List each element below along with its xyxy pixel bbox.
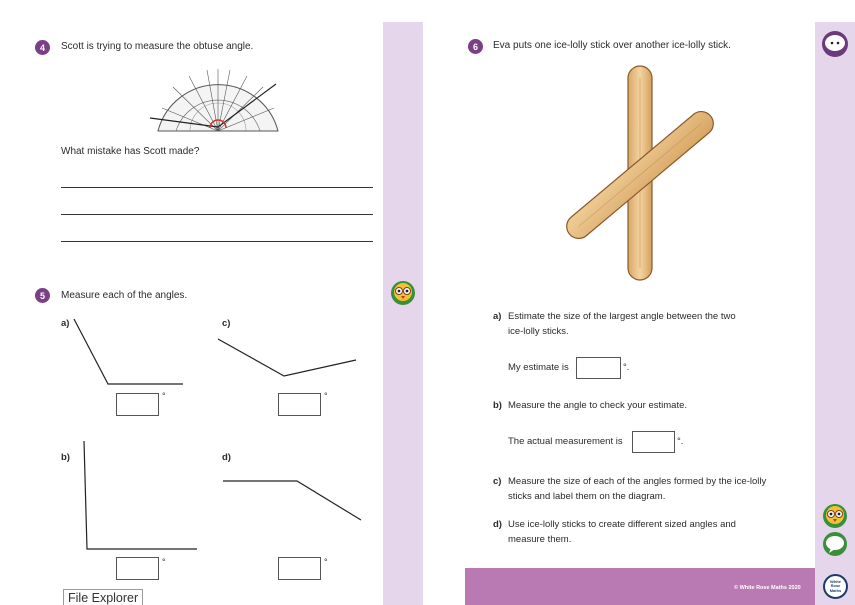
question-4-prompt: Scott is trying to measure the obtuse angle.: [61, 41, 254, 52]
question-5-badge: [35, 288, 50, 303]
left-margin-strip: [383, 22, 423, 605]
estimate-input-box[interactable]: [576, 357, 621, 379]
part-b-label: b): [61, 452, 70, 463]
actual-measurement-label: The actual measurement is: [508, 436, 623, 447]
question-6-number: 6: [472, 41, 478, 52]
q6-part-c-line1: Measure the size of each of the angles formed by the ice-lolly: [508, 476, 767, 487]
estimate-degree: °.: [623, 362, 630, 373]
degree-c: °: [324, 391, 328, 401]
degree-a: °: [162, 391, 166, 401]
angle-a: [70, 315, 190, 390]
ice-lolly-sticks-illustration: [545, 64, 735, 284]
logo-text: White Rose Maths: [829, 578, 842, 593]
part-d-label: d): [222, 452, 231, 463]
answer-line-1: [61, 187, 373, 188]
answer-box-c[interactable]: [278, 393, 321, 416]
angle-b: [80, 438, 200, 553]
q6-part-c-text: [508, 474, 808, 504]
answer-line-2: [61, 214, 373, 215]
file-explorer-tooltip: File Explorer: [63, 589, 143, 605]
white-rose-maths-logo: [823, 574, 848, 599]
owl-icon-right: [822, 503, 848, 529]
question-4-number: 4: [39, 42, 45, 53]
angle-c: [214, 335, 359, 380]
degree-d: °: [324, 557, 328, 567]
question-5-number: 5: [39, 290, 45, 301]
q6-part-c-label: c): [493, 476, 502, 487]
degree-b: °: [162, 557, 166, 567]
q6-part-d-text: [508, 517, 808, 547]
question-6-badge: [468, 39, 483, 54]
part-a-label: a): [61, 318, 70, 329]
angle-d: [222, 478, 364, 522]
answer-line-3: [61, 241, 373, 242]
q6-part-b-text: Measure the angle to check your estimate.: [508, 400, 688, 411]
answer-box-b[interactable]: [116, 557, 159, 580]
q6-part-c-line2: sticks and label them on the diagram.: [508, 491, 666, 502]
copyright-text: © White Rose Maths 2020: [734, 585, 801, 591]
estimate-label: My estimate is: [508, 362, 569, 373]
q6-part-d-label: d): [493, 519, 502, 530]
actual-measurement-input-box[interactable]: [632, 431, 675, 453]
answer-box-a[interactable]: [116, 393, 159, 416]
owl-icon: [390, 280, 416, 306]
question-5-prompt: Measure each of the angles.: [61, 290, 188, 301]
protractor-illustration: [150, 64, 290, 134]
question-4-badge: [35, 40, 50, 55]
q6-part-d-line2: measure them.: [508, 534, 572, 545]
actual-measurement-degree: °.: [677, 436, 684, 447]
question-6-prompt: Eva puts one ice-lolly stick over another ice-lolly stick.: [493, 40, 731, 51]
speech-bubble-icon: [822, 531, 848, 557]
sheep-icon: [821, 30, 849, 58]
q6-part-d-line1: Use ice-lolly sticks to create different sized angles and: [508, 519, 736, 530]
answer-box-d[interactable]: [278, 557, 321, 580]
question-4-sub-prompt: What mistake has Scott made?: [61, 146, 200, 157]
q6-part-a-text: [508, 309, 808, 339]
q6-part-a-label: a): [493, 311, 502, 322]
q6-part-a-line1: Estimate the size of the largest angle between the two: [508, 311, 736, 322]
q6-part-b-label: b): [493, 400, 502, 411]
q6-part-a-line2: ice-lolly sticks.: [508, 326, 569, 337]
part-c-label: c): [222, 318, 231, 329]
